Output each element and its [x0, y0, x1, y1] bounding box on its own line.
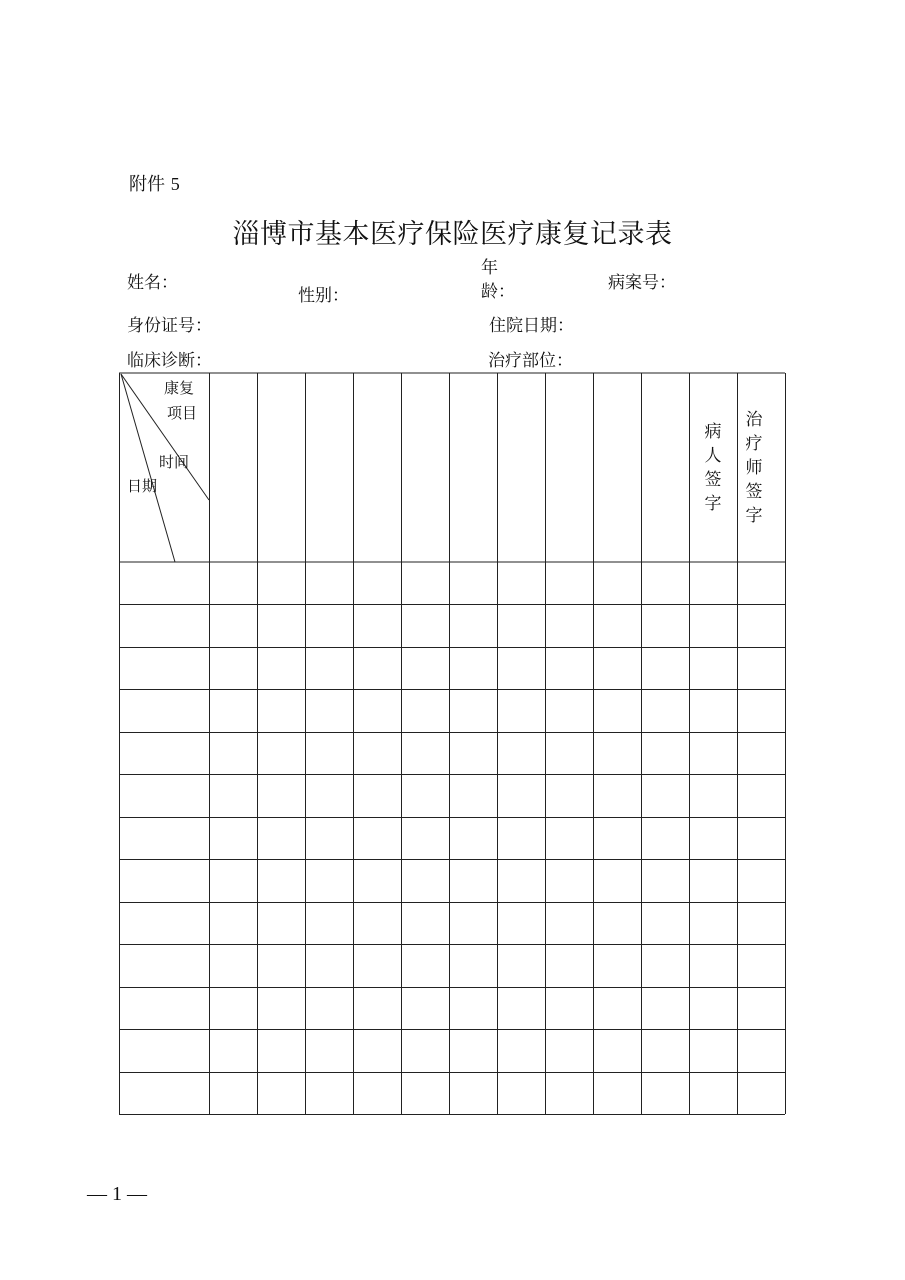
page-title: 淄博市基本医疗保险医疗康复记录表	[232, 219, 673, 250]
name-field-label: 姓名：	[127, 273, 178, 293]
page-number: — 1 —	[87, 1183, 147, 1205]
age-field-label: 年龄：	[481, 258, 515, 302]
attachment-number: 5	[170, 174, 180, 194]
gender-field-label: 性别：	[298, 286, 349, 306]
therapist-signature-header: 治疗师签字	[745, 410, 763, 526]
treatment-site-field-label: 治疗部位：	[488, 351, 573, 371]
attachment-label-text: 附件	[129, 174, 165, 195]
diagnosis-field-label: 临床诊断：	[127, 351, 212, 371]
id-number-field-label: 身份证号：	[127, 316, 212, 336]
case-number-field-label: 病案号：	[608, 273, 676, 293]
patient-signature-header: 病人签字	[704, 422, 722, 514]
corner-label-rehab: 康复	[164, 379, 195, 397]
corner-label-time: 时间	[159, 453, 190, 471]
corner-label-date: 日期	[127, 477, 158, 495]
admission-date-field-label: 住院日期：	[489, 316, 574, 336]
corner-label-item: 项目	[167, 404, 198, 422]
